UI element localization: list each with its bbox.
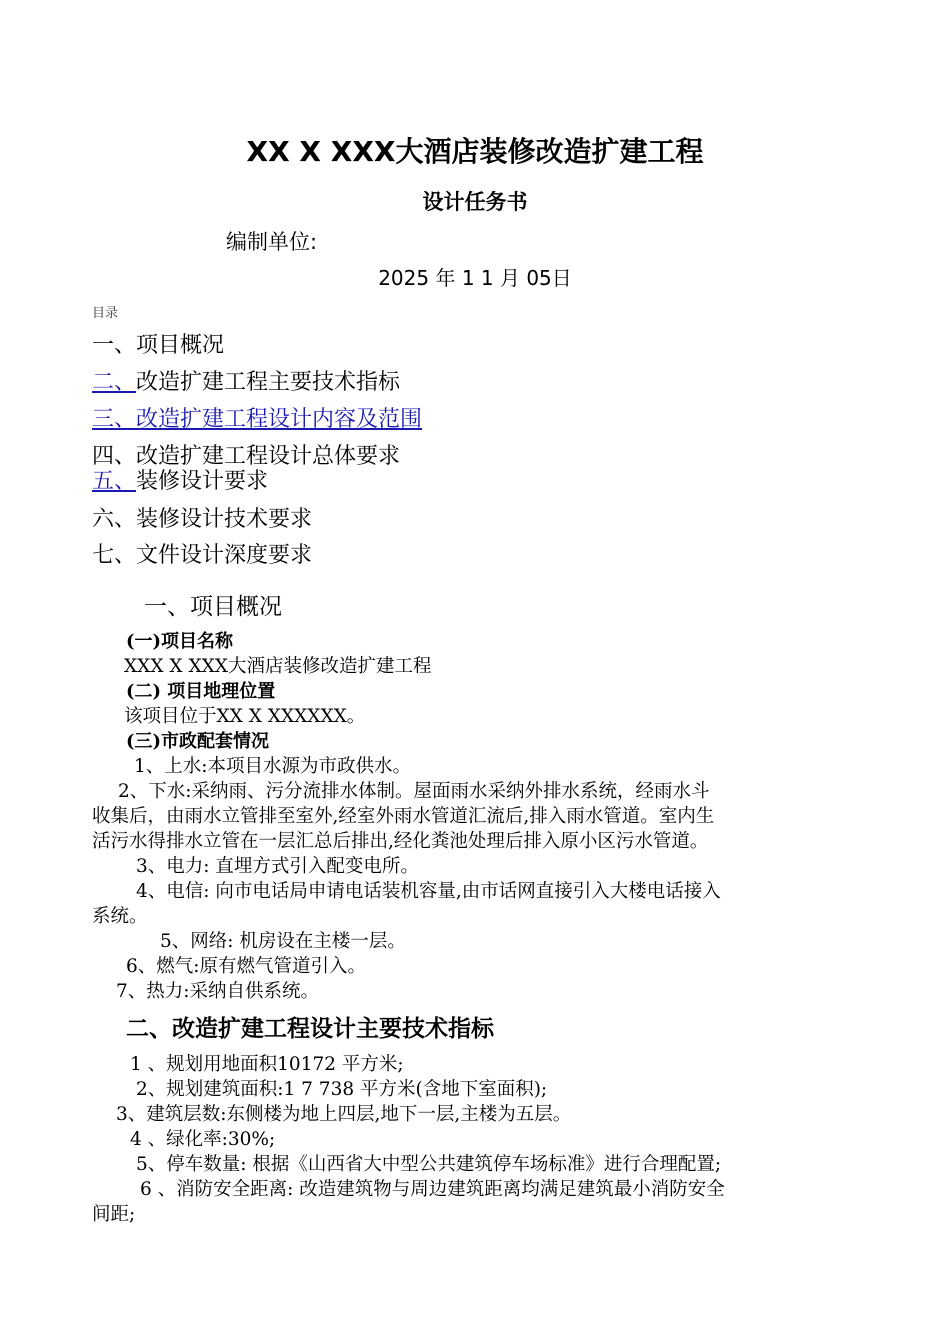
compiling-unit-label: 编制单位: (226, 230, 318, 254)
paragraph: 系统。 (92, 906, 148, 927)
paragraph: 2、下水:采纳雨、污分流排水体制。屋面雨水采纳外排水系统，经雨水斗 (118, 781, 710, 802)
subsection-title: (三)市政配套情况 (126, 731, 270, 752)
toc-item-link[interactable]: 三、改造扩建工程设计内容及范围 (92, 407, 423, 432)
paragraph: 3、电力: 直埋方式引入配变电所。 (136, 856, 419, 877)
paragraph: 4 、绿化率:30%; (130, 1129, 276, 1150)
paragraph: 1 、规划用地面积10172 平方米; (130, 1054, 404, 1075)
toc-item-number-link[interactable]: 五、 (92, 469, 137, 494)
toc-item-number-link[interactable]: 二、 (92, 370, 137, 395)
paragraph: XXX X XXX大酒店装修改造扩建工程 (124, 656, 432, 677)
paragraph: 5、停车数量: 根据《山西省大中型公共建筑停车场标准》进行合理配置; (136, 1154, 722, 1175)
toc-item-2[interactable] (92, 365, 400, 396)
paragraph: 活污水得排水立管在一层汇总后排出,经化粪池处理后排入原小区污水管道。 (92, 831, 709, 852)
section-heading-2: 二、改造扩建工程设计主要技术指标 (126, 1016, 494, 1042)
toc-item-text: 四、改造扩建工程设计总体要求 (92, 444, 401, 469)
paragraph: 4、电信: 向市电话局申请电话装机容量,由市话网直接引入大楼电话接入 (136, 881, 721, 902)
toc-item-1[interactable] (92, 328, 224, 359)
paragraph: 5、网络: 机房设在主楼一层。 (160, 931, 406, 952)
toc-item-6[interactable] (92, 502, 312, 533)
subsection-title: (二) 项目地理位置 (126, 681, 276, 702)
paragraph: 该项目位于XX X XXXXXX。 (124, 706, 366, 727)
paragraph: 收集后，由雨水立管排至室外,经室外雨水管道汇流后,排入雨水管道。室内生 (92, 806, 715, 827)
toc-label: 目录 (92, 306, 119, 321)
paragraph: 2、规划建筑面积:1 7 738 平方米(含地下室面积); (136, 1079, 548, 1100)
toc-item-3[interactable] (92, 402, 422, 433)
document-subtitle: 设计任务书 (422, 190, 528, 214)
paragraph: 6 、消防安全距离: 改造建筑物与周边建筑距离均满足建筑最小消防安全 (140, 1179, 725, 1200)
paragraph: 1、上水:本项目水源为市政供水。 (134, 756, 412, 777)
paragraph: 7、热力:采纳自供系统。 (116, 981, 320, 1002)
toc-item-text: 六、装修设计技术要求 (92, 507, 313, 532)
toc-item-5[interactable] (92, 464, 268, 495)
document-title: XX X XXX大酒店装修改造扩建工程 (246, 135, 704, 168)
paragraph: 6、燃气:原有燃气管道引入。 (126, 956, 367, 977)
toc-item-text: 一、项目概况 (92, 333, 225, 358)
subsection-title: (一)项目名称 (126, 631, 234, 652)
document-date: 2025 年 1 1 月 05日 (378, 266, 572, 290)
paragraph: 间距; (92, 1204, 136, 1225)
toc-item-text: 改造扩建工程主要技术指标 (136, 370, 401, 395)
toc-item-text: 装修设计要求 (136, 469, 269, 494)
paragraph: 3、建筑层数:东侧楼为地上四层,地下一层,主楼为五层。 (116, 1104, 572, 1125)
section-heading-1: 一、项目概况 (144, 594, 282, 620)
toc-item-text: 七、文件设计深度要求 (92, 543, 313, 568)
toc-item-7[interactable] (92, 538, 312, 569)
